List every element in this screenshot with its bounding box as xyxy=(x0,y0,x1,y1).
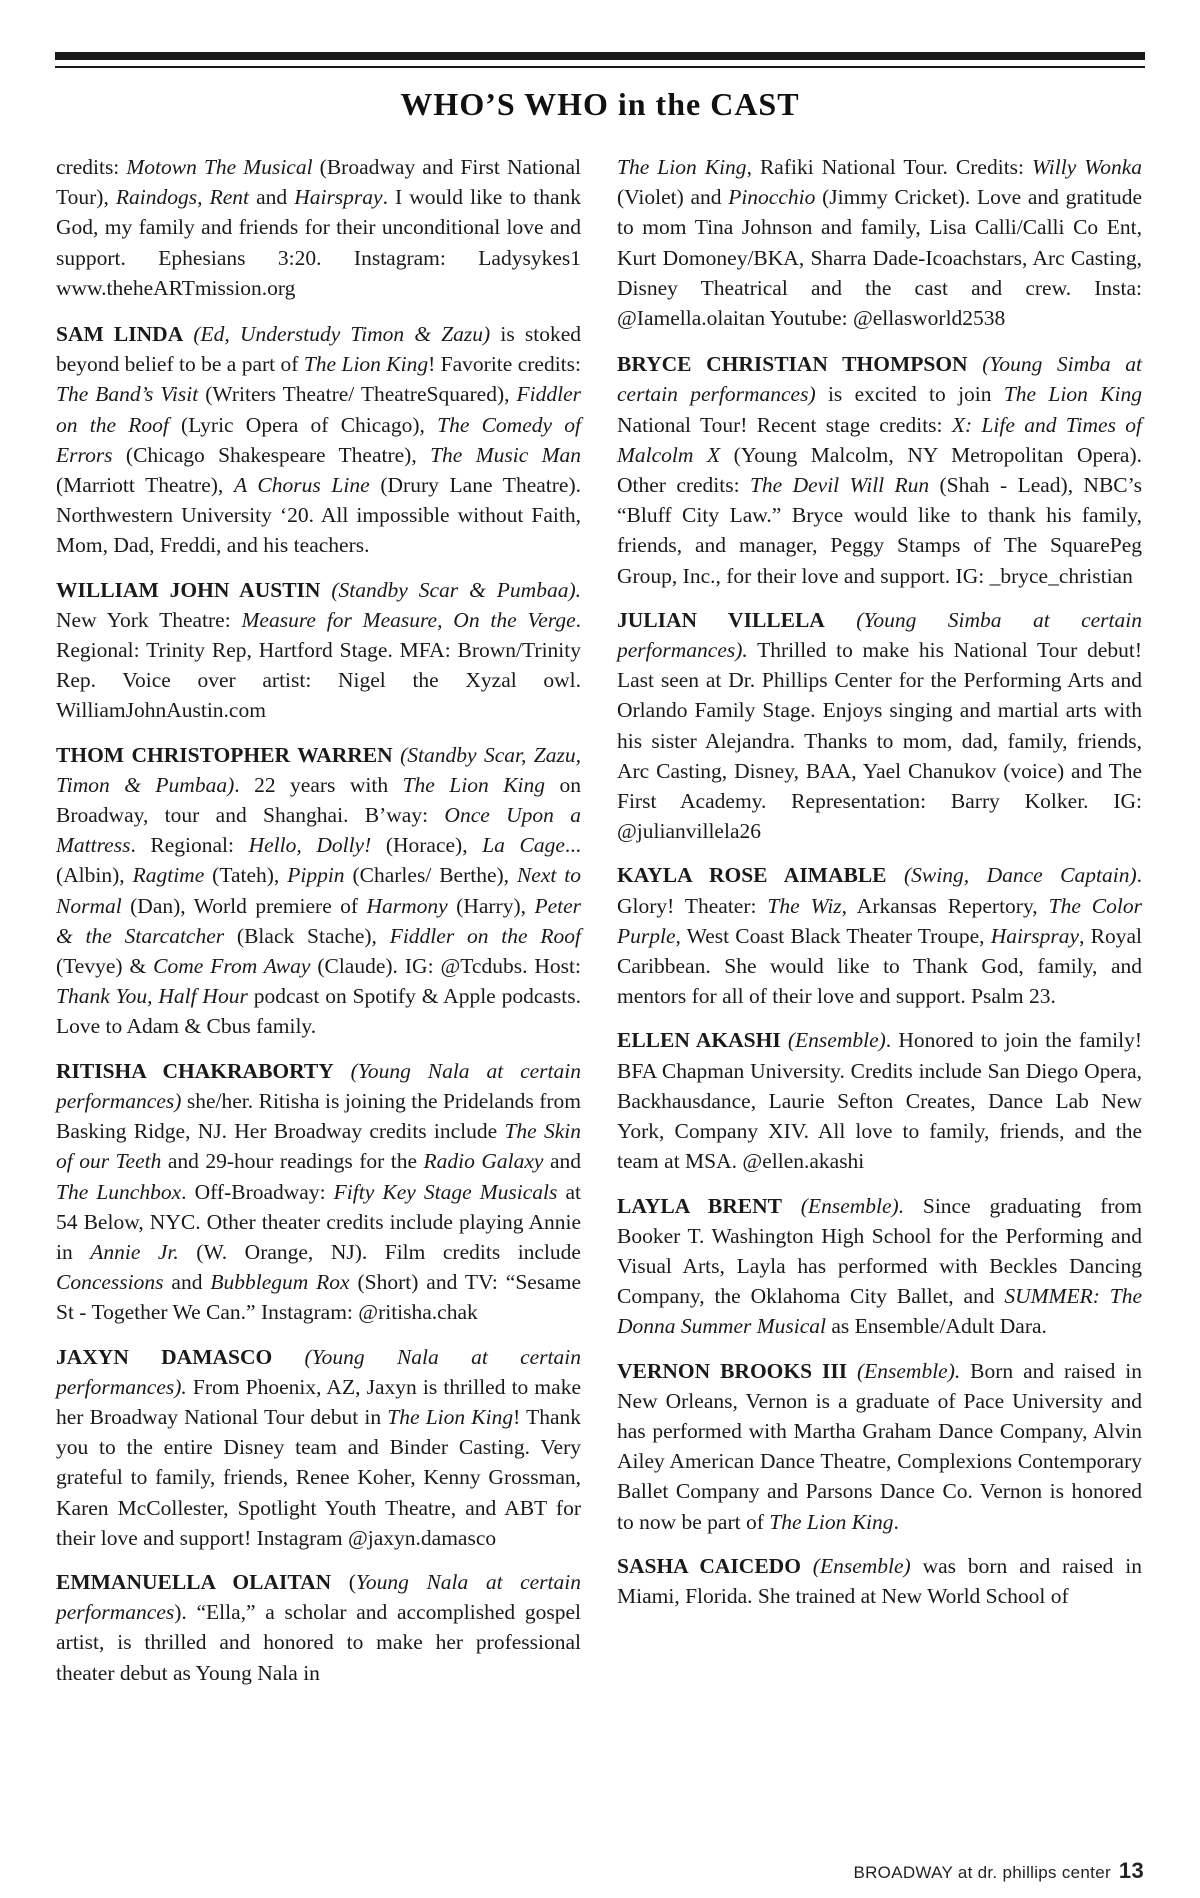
bio-name: JAXYN DAMASCO xyxy=(56,1344,273,1369)
bio-italic-text: The Music Man xyxy=(430,442,582,467)
left-bios xyxy=(56,319,581,1688)
right-bios xyxy=(617,349,1142,1611)
bio-text: Since graduating from Booker T. Washington High School for the Performing and Visual Arts, Layla has performed with Beckles Dancing Company, the Oklahoma City Ballet, and xyxy=(617,1193,1142,1309)
bio-text: (Tateh), xyxy=(204,863,288,888)
bio-italic-text: (Swing, Dance Captain) xyxy=(886,863,1137,888)
bio-italic-text: (Standby Scar & Pumbaa). xyxy=(320,577,581,602)
bio-italic-text: (Ensemble). xyxy=(781,1193,905,1218)
header-rule-thin xyxy=(55,66,1145,68)
bio-italic-text: Hello, Dolly! xyxy=(248,833,372,858)
bio-text: . 22 years with xyxy=(234,772,403,797)
bio-entry xyxy=(617,1025,1142,1176)
bio-entry xyxy=(56,740,581,1042)
bio-text: ! Favorite credits: xyxy=(428,352,581,377)
bio-entry xyxy=(56,319,581,561)
bio-italic-text: The Comedy of Errors xyxy=(56,412,581,467)
bio-entry xyxy=(617,1191,1142,1342)
bio-text: (Jimmy Cricket). Love and gratitude to mom Tina Johnson and family, Lisa Calli/Calli Co Ent, Kurt Domoney/BKA, Sharra Dade-Icoachstars, Arc Casting, Disney Theatrical and the cast and crew. Insta: @Iamella.olaitan Youtube: @ellasworld2538 xyxy=(617,185,1142,331)
bio-text: (Short) and TV: “Sesame St - Together We Can.” Instagram: @ritisha.chak xyxy=(56,1270,581,1325)
bio-italic-text: Once Upon a Mattress xyxy=(56,803,581,858)
bio-entry xyxy=(617,605,1142,847)
bio-italic-text: Next to Normal xyxy=(56,863,582,918)
bio-text: and xyxy=(163,1270,211,1295)
bio-text: . Regional: xyxy=(130,833,249,858)
bio-italic-text: Harmony xyxy=(366,893,448,918)
bio-text: . I would like to thank God, my family and friends for their unconditional love and support. Ephesians 3:20. Instagram: Ladysykes1 www.theheARTmission.org xyxy=(56,185,581,300)
right-column xyxy=(617,152,1142,1625)
bio-italic-text: La Cage xyxy=(482,833,565,858)
bio-entry xyxy=(56,575,581,726)
bio-italic-text: Hairspray xyxy=(990,923,1080,948)
bio-text: ... (Albin), xyxy=(56,833,581,888)
bio-entry xyxy=(617,1356,1142,1537)
bio-italic-text: A Chorus Line xyxy=(233,473,370,498)
bio-text: , Rafiki National Tour. Credits: xyxy=(746,155,1033,179)
bio-text: (Harry), xyxy=(447,893,535,918)
bio-italic-text: The Wiz xyxy=(767,893,842,918)
bio-name: THOM CHRISTOPHER WARREN xyxy=(56,742,393,767)
bio-italic-text: (Ensemble). xyxy=(847,1358,961,1383)
bio-italic-text: Motown The Musical xyxy=(126,155,313,179)
bio-italic-text: The Devil Will Run xyxy=(749,473,930,498)
bio-name: ELLEN AKASHI xyxy=(617,1028,781,1053)
bio-italic-text: (Young Simba at certain performances). xyxy=(617,607,1142,663)
bio-text: Born and raised in New Orleans, Vernon is a graduate of Pace University and has performed with Martha Graham Dance Company, Alvin Ailey American Dance Theatre, Complexions Contemporary Ballet Company and Parsons Dance Co. Vernon is honored to now be part of xyxy=(617,1358,1142,1534)
bio-italic-text: The Skin of our Teeth xyxy=(56,1119,581,1174)
page-footer xyxy=(853,1858,1144,1884)
bio-italic-text: The Lion King xyxy=(1003,382,1142,407)
bio-italic-text: Raindogs, Rent xyxy=(115,185,249,210)
bio-italic-text: (Young Nala at certain performances) xyxy=(56,1058,581,1113)
bio-text: (Charles/ Berthe), xyxy=(344,863,517,888)
footer-publication: BROADWAY at dr. phillips center xyxy=(853,1863,1111,1882)
bio-entry xyxy=(617,860,1142,1011)
bio-italic-text: Measure for Measure, On the Verge xyxy=(241,607,576,632)
bio-text: on Broadway, tour and Shanghai. B’way: xyxy=(56,772,581,828)
bio-text: (Horace), xyxy=(371,833,483,858)
bio-text: (Claude). IG: @Tcdubs. Host: xyxy=(310,954,581,979)
bio-name: SASHA CAICEDO xyxy=(617,1553,801,1578)
bio-italic-text: Young Nala at certain performances xyxy=(56,1569,581,1625)
bio-text: is excited to join xyxy=(815,382,1004,407)
bio-name: VERNON BROOKS III xyxy=(617,1358,848,1383)
bio-italic-text: Fiddler on the Roof xyxy=(389,923,581,948)
bio-text: ! Thank you to the entire Disney team and Binder Casting. Very grateful to family, friends, Renee Koher, Kenny Grossman, Karen McCollester, Spotlight Youth Theatre, and ABT for their love and support! Instagram @jaxyn.damasco xyxy=(56,1404,581,1550)
bio-italic-text: Fifty Key Stage Musicals xyxy=(333,1179,558,1204)
bio-text: (Writers Theatre/ TheatreSquared), xyxy=(198,382,517,407)
bio-text: . Honored to join the family! BFA Chapman University. Credits include San Diego Opera, Backhausdance, Laurie Sefton Creates, Dance Lab New York, Company XIV. All love to family, friends, and the team at MSA. @ellen.akashi xyxy=(617,1028,1143,1174)
bio-italic-text: The Lion King xyxy=(617,155,747,179)
bio-text: ( xyxy=(331,1569,356,1594)
bio-italic-text: The Lion King xyxy=(387,1404,514,1429)
bio-text: podcast on Spotify & Apple podcasts. Love to Adam & Cbus family. xyxy=(56,984,581,1039)
bio-italic-text: The Lion King xyxy=(769,1509,894,1534)
bio-italic-text: The Lion King xyxy=(303,352,429,377)
bio-text: (Young Malcolm, NY Metropolitan Opera). Other credits: xyxy=(617,442,1142,498)
bio-italic-text: The Lion King xyxy=(402,772,546,797)
bio-text: From Phoenix, AZ, Jaxyn is thrilled to make her Broadway National Tour debut in xyxy=(56,1374,581,1429)
bio-text: ). “Ella,” a scholar and accomplished gospel artist, is thrilled and honored to make her professional theater debut as Young Nala in xyxy=(56,1600,581,1685)
left-column xyxy=(56,152,581,1702)
page-number: 13 xyxy=(1118,1858,1144,1883)
bio-name: KAYLA ROSE AIMABLE xyxy=(617,863,887,888)
bio-text: Thrilled to make his National Tour debut! Last seen at Dr. Phillips Center for the Performing Arts and Orlando Family Stage. Enjoys singing and martial arts with his sister Alejandra. Thanks to mom, dad, family, friends, Arc Casting, Disney, BAA, Yael Chanukov (voice) and The First Academy. Representation: Barry Kolker. IG: @julianvillela26 xyxy=(617,638,1142,844)
bio-italic-text: Concessions xyxy=(56,1270,164,1295)
bio-italic-text: Bubblegum Rox xyxy=(210,1270,350,1295)
bio-italic-text: Fiddler on the Roof xyxy=(56,382,581,437)
bio-text: (Violet) and xyxy=(617,185,729,210)
bio-text: (Dan), World premiere of xyxy=(121,893,367,918)
bio-italic-text: Willy Wonka xyxy=(1032,155,1142,179)
bio-italic-text: Annie Jr. xyxy=(90,1239,179,1264)
header-rule-thick xyxy=(55,52,1145,60)
bio-italic-text: (Standby Scar, Zazu, Timon & Pumbaa) xyxy=(56,742,581,797)
bio-text: and xyxy=(543,1149,581,1174)
bio-entry xyxy=(56,1056,581,1328)
bio-text: (Shah - Lead), NBC’s “Bluff City Law.” Bryce would like to thank his family, friends, and manager, Peggy Stamps of The SquarePeg Group, Inc., for their love and support. IG: _bryce_christian xyxy=(617,473,1142,588)
page-title: WHO’S WHO in the CAST xyxy=(400,86,800,122)
bio-text: , Arkansas Repertory, xyxy=(841,893,1049,918)
bio-italic-text: The Band’s Visit xyxy=(56,382,199,407)
bio-text: , Royal Caribbean. She would like to Thank God, family, and mentors for all of their love and support. Psalm 23. xyxy=(617,923,1142,1009)
bio-text: is stoked beyond belief to be a part of xyxy=(56,322,581,377)
bio-name: LAYLA BRENT xyxy=(617,1193,782,1218)
bio-italic-text: Hairspray xyxy=(294,185,383,210)
bio-name: JULIAN VILLELA xyxy=(617,607,825,632)
bio-text: (Lyric Opera of Chicago), xyxy=(168,412,438,437)
bio-text: she/her. Ritisha is joining the Pridelands from Basking Ridge, NJ. Her Broadway credits include xyxy=(56,1088,581,1144)
bio-entry xyxy=(56,1567,581,1688)
bio-italic-text: SUMMER: The Donna Summer Musical xyxy=(617,1284,1142,1339)
left-continued-bio xyxy=(56,152,581,303)
bio-italic-text: Ragtime xyxy=(132,863,205,888)
bio-name: WILLIAM JOHN AUSTIN xyxy=(56,577,321,602)
bio-name: EMMANUELLA OLAITAN xyxy=(56,1569,332,1594)
bio-italic-text: Thank You, Half Hour xyxy=(56,984,248,1009)
bio-italic-text: Come From Away xyxy=(153,954,311,979)
bio-text: (Drury Lane Theatre). Northwestern University ‘20. All impossible without Faith, Mom, Dad, Freddi, and his teachers. xyxy=(56,473,581,558)
bio-text: was born and raised in Miami, Florida. She trained at New World School of xyxy=(617,1553,1143,1608)
bio-text: as Ensemble/Adult Dara. xyxy=(826,1314,1047,1339)
bio-text: (Tevye) & xyxy=(56,954,154,979)
bio-text: National Tour! Recent stage credits: xyxy=(617,412,952,437)
bio-italic-text: (Young Nala at certain performances). xyxy=(56,1344,581,1399)
bio-text: (Marriott Theatre), xyxy=(56,473,234,498)
bio-italic-text: The Color Purple xyxy=(617,893,1142,948)
bio-text: at 54 Below, NYC. Other theater credits include playing Annie in xyxy=(56,1179,582,1264)
bio-name: BRYCE CHRISTIAN THOMPSON xyxy=(617,352,968,377)
bio-name: SAM LINDA xyxy=(56,322,184,347)
bio-text: and xyxy=(248,185,295,210)
bio-text: . Glory! Theater: xyxy=(617,863,1142,918)
bio-italic-text: X: Life and Times of Malcolm X xyxy=(617,412,1142,467)
bio-italic-text: Radio Galaxy xyxy=(423,1149,544,1174)
right-continued-bio xyxy=(617,152,1142,333)
bio-italic-text: (Ed, Understudy Timon & Zazu) xyxy=(183,322,491,347)
bio-text: credits: xyxy=(56,155,127,179)
bio-name: RITISHA CHAKRABORTY xyxy=(56,1058,334,1083)
bio-italic-text: Pippin xyxy=(287,863,345,888)
bio-italic-text: Peter & the Starcatcher xyxy=(56,893,581,948)
bio-text: , West Coast Black Theater Troupe, xyxy=(675,923,991,948)
bio-text: (Broadway and First National Tour), xyxy=(56,155,581,210)
bio-entry xyxy=(617,1551,1142,1611)
bio-italic-text: Pinocchio xyxy=(728,185,816,210)
bio-text: . xyxy=(893,1509,899,1534)
bio-entry xyxy=(617,349,1142,591)
bio-italic-text: The Lunchbox xyxy=(56,1179,182,1204)
bio-italic-text: (Young Simba at certain performances) xyxy=(617,352,1142,407)
bio-text: . Regional: Trinity Rep, Hartford Stage. MFA: Brown/Trinity Rep. Voice over artist: Nigel the Xyzal owl. WilliamJohnAustin.com xyxy=(56,607,581,723)
bio-italic-text: (Ensemble) xyxy=(800,1553,911,1578)
bio-text: (Chicago Shakespeare Theatre), xyxy=(112,442,431,467)
bio-text: (Black Stache), xyxy=(224,923,390,948)
bio-text: (W. Orange, NJ). Film credits include xyxy=(178,1239,581,1264)
bio-text: and 29-hour readings for the xyxy=(161,1149,424,1174)
bio-text: . Off-Broadway: xyxy=(181,1179,334,1204)
bio-text: New York Theatre: xyxy=(56,607,242,632)
bio-italic-text: (Ensemble) xyxy=(780,1028,886,1053)
bio-entry xyxy=(56,1342,581,1553)
